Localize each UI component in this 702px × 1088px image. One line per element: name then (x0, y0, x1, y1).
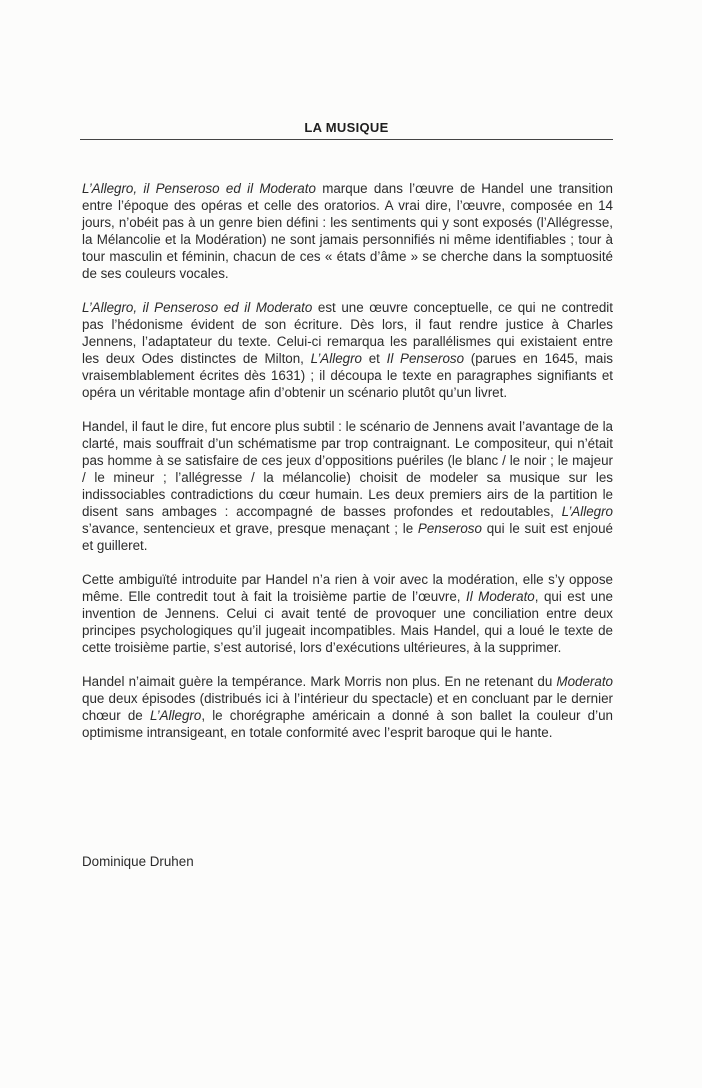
section-title: LA MUSIQUE (304, 120, 389, 135)
paragraph-3: Handel, il faut le dire, fut encore plus subtil : le scénario de Jennens avait l’avantage de la clarté, mais souffrait d’un schématisme par trop contraignant. Le compositeur, qui n’était pas homme à se satisfaire de ces jeux d’oppositions puériles (le blanc / le noir ; le majeur / le mineur ; l’allégresse / la mélancolie) choisit de modeler sa musique sur les indissociables contradictions du cœur humain. Les deux premiers airs de la partition le disent sans ambages : accompagné de basses profondes et redoutables, L’Allegro s’avance, sentencieux et grave, presque menaçant ; le Penseroso qui le suit est enjoué et guilleret. (82, 419, 613, 553)
header (80, 120, 613, 136)
paragraph-1: L’Allegro, il Penseroso ed il Moderato marque dans l’œuvre de Handel une transition entre l’époque des opéras et celle des oratorios. A vrai dire, l’œuvre, composée en 14 jours, n’obéit pas à un genre bien défini : les sentiments qui y sont exposés (l’Allégresse, la Mélancolie et la Modération) ne sont jamais personnifiés ni même identifiables ; tour à tour masculin et féminin, chacun de ces « états d’âme » se cherche dans la somptuosité de ses couleurs vocales. (82, 181, 613, 281)
paragraph-4: Cette ambiguïté introduite par Handel n’a rien à voir avec la modération, elle s’y oppose même. Elle contredit tout à fait la troisième partie de l’œuvre, Il Moderato, qui est une invention de Jennens. Celui ci avait tenté de provoquer une conciliation entre deux principes psychologiques qu’il jugeait incompatibles. Mais Handel, qui a loué le texte de cette troisième partie, s’est autorisé, lors d’exécutions ultérieures, à la supprimer. (82, 572, 613, 655)
paragraph-5: Handel n’aimait guère la tempérance. Mark Morris non plus. En ne retenant du Moderato que deux épisodes (distribués ici à l’intérieur du spectacle) et en concluant par le dernier chœur de L’Allegro, le chorégraphe américain a donné à son ballet la couleur d’un optimisme intransigeant, en totale conformité avec l’esprit baroque qui le hante. (82, 674, 613, 740)
header-rule (80, 139, 613, 140)
paragraph-2: L’Allegro, il Penseroso ed il Moderato est une œuvre conceptuelle, ce qui ne contredit pas l’hédonisme évident de son écriture. Dès lors, il faut rendre justice à Charles Jennens, l’adaptateur du texte. Celui-ci remarqua les parallélismes qui existaient entre les deux Odes distinctes de Milton, L’Allegro et Il Penseroso (parues en 1645, mais vraisemblablement écrites dès 1631) ; il découpa le texte en paragraphes signifiants et opéra un véritable montage afin d’obtenir un scénario plutôt qu’un livret. (82, 300, 613, 400)
work-title: L’Allegro, il Penseroso ed il Moderato (82, 181, 316, 196)
article-body (82, 180, 613, 758)
author-signature: Dominique Druhen (82, 854, 194, 869)
work-title: L’Allegro, il Penseroso ed il Moderato (82, 300, 313, 315)
